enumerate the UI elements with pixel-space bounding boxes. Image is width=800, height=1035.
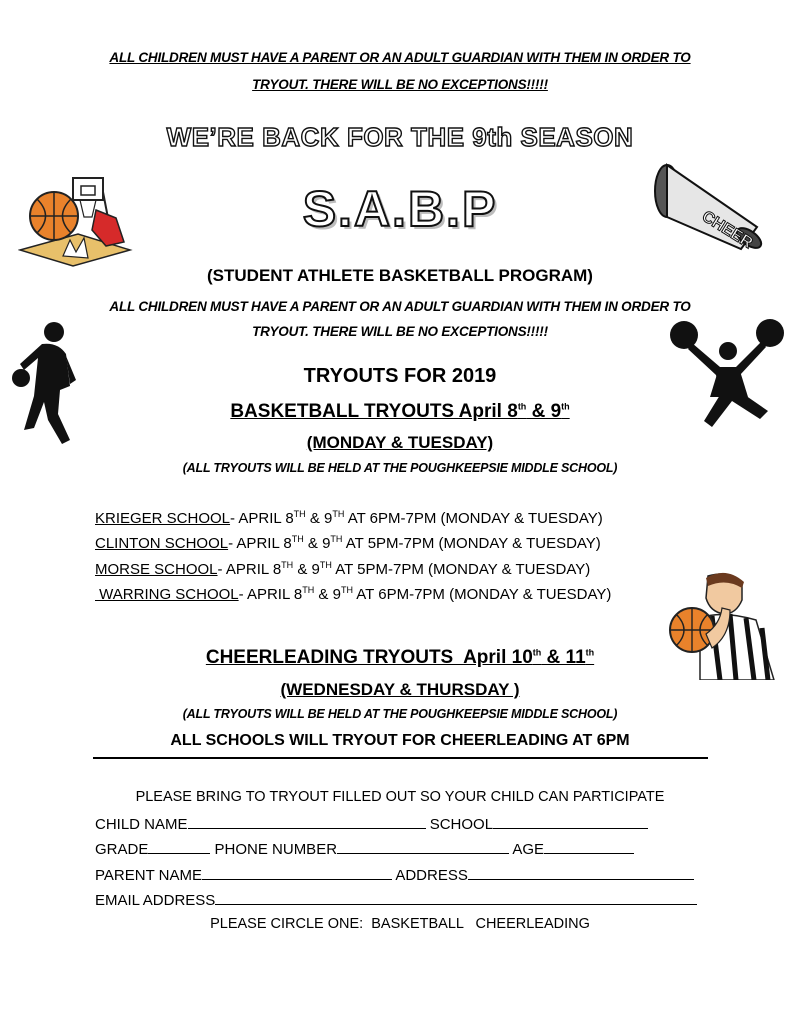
schedule-school: KRIEGER SCHOOL [95, 510, 231, 527]
schedule-row: MORSE SCHOOL- APRIL 8TH & 9TH AT 5PM-7PM (MONDAY & TUESDAY) [95, 560, 591, 578]
cheer-all-schools: ALL SCHOOLS WILL TRYOUT FOR CHEERLEADING AT 6PM [170, 732, 630, 749]
grade-field[interactable] [148, 839, 210, 854]
tryouts-title: TRYOUTS FOR 2019 [303, 365, 497, 387]
cheer-days: (WEDNESDAY & THURSDAY ) [280, 680, 520, 699]
child-name-label: CHILD NAME [95, 816, 188, 833]
basketball-days: (MONDAY & TUESDAY) [306, 433, 494, 452]
basketball-location: (ALL TRYOUTS WILL BE HELD AT THE POUGHKEEPSIE MIDDLE SCHOOL) [182, 461, 618, 475]
address-field[interactable] [468, 865, 694, 880]
email-label: EMAIL ADDRESS [95, 892, 216, 909]
basketball-tryouts-heading: BASKETBALL TRYOUTS April 8th & 9th [230, 401, 570, 422]
basketball-hoop-icon [18, 172, 133, 267]
form-row-grade [95, 839, 634, 858]
form-intro: PLEASE BRING TO TRYOUT FILLED OUT SO YOUR CHILD CAN PARTICIPATE [135, 789, 665, 805]
schedule-row: KRIEGER SCHOOL- APRIL 8TH & 9TH AT 6PM-7PM (MONDAY & TUESDAY) [95, 509, 603, 527]
megaphone-text: CHEER [698, 207, 756, 253]
season-title: WE’RE BACK FOR THE 9th SEASON [166, 122, 634, 152]
circle-one: PLEASE CIRCLE ONE: BASKETBALL CHEERLEADING [210, 916, 590, 932]
schedule-school: MORSE SCHOOL [95, 561, 218, 578]
program-acronym: S.A.B.P [302, 181, 498, 237]
warning-repeat-line-2: TRYOUT. THERE WILL BE NO EXCEPTIONS!!!!! [252, 324, 548, 339]
grade-label: GRADE [95, 841, 149, 858]
phone-label: PHONE NUMBER [214, 841, 338, 858]
child-name-field[interactable] [188, 814, 426, 829]
cheerleader-icon [668, 315, 790, 435]
schedule-row: CLINTON SCHOOL- APRIL 8TH & 9TH AT 5PM-7PM (MONDAY & TUESDAY) [95, 534, 601, 552]
warning-line-1: ALL CHILDREN MUST HAVE A PARENT OR AN ADULT GUARDIAN WITH THEM IN ORDER TO [109, 50, 691, 65]
program-name: (STUDENT ATHLETE BASKETBALL PROGRAM) [207, 266, 593, 285]
parent-name-label: PARENT NAME [95, 867, 202, 884]
form-row-child [95, 814, 648, 833]
warning-line-2: TRYOUT. THERE WILL BE NO EXCEPTIONS!!!!! [252, 77, 548, 92]
age-label: AGE [512, 841, 545, 858]
phone-field[interactable] [337, 839, 509, 854]
school-label: SCHOOL [429, 816, 494, 833]
megaphone-icon [645, 155, 765, 255]
email-field[interactable] [215, 890, 697, 905]
basketball-player-icon [8, 318, 88, 448]
form-row-parent [95, 865, 694, 884]
schedule-row: WARRING SCHOOL- APRIL 8TH & 9TH AT 6PM-7PM (MONDAY & TUESDAY) [95, 585, 612, 603]
age-field[interactable] [544, 839, 634, 854]
parent-name-field[interactable] [202, 865, 392, 880]
school-field[interactable] [493, 814, 648, 829]
schedule-school: WARRING SCHOOL [95, 586, 239, 603]
referee-icon [660, 570, 785, 680]
schedule-school: CLINTON SCHOOL [95, 535, 229, 552]
form-row-email [95, 890, 697, 909]
warning-repeat-line-1: ALL CHILDREN MUST HAVE A PARENT OR AN ADULT GUARDIAN WITH THEM IN ORDER TO [109, 299, 691, 314]
cheer-location: (ALL TRYOUTS WILL BE HELD AT THE POUGHKEEPSIE MIDDLE SCHOOL) [182, 707, 618, 721]
cheer-tryouts-heading: CHEERLEADING TRYOUTS April 10th & 11th [205, 647, 595, 668]
divider [93, 757, 708, 759]
address-label: ADDRESS [395, 867, 468, 884]
